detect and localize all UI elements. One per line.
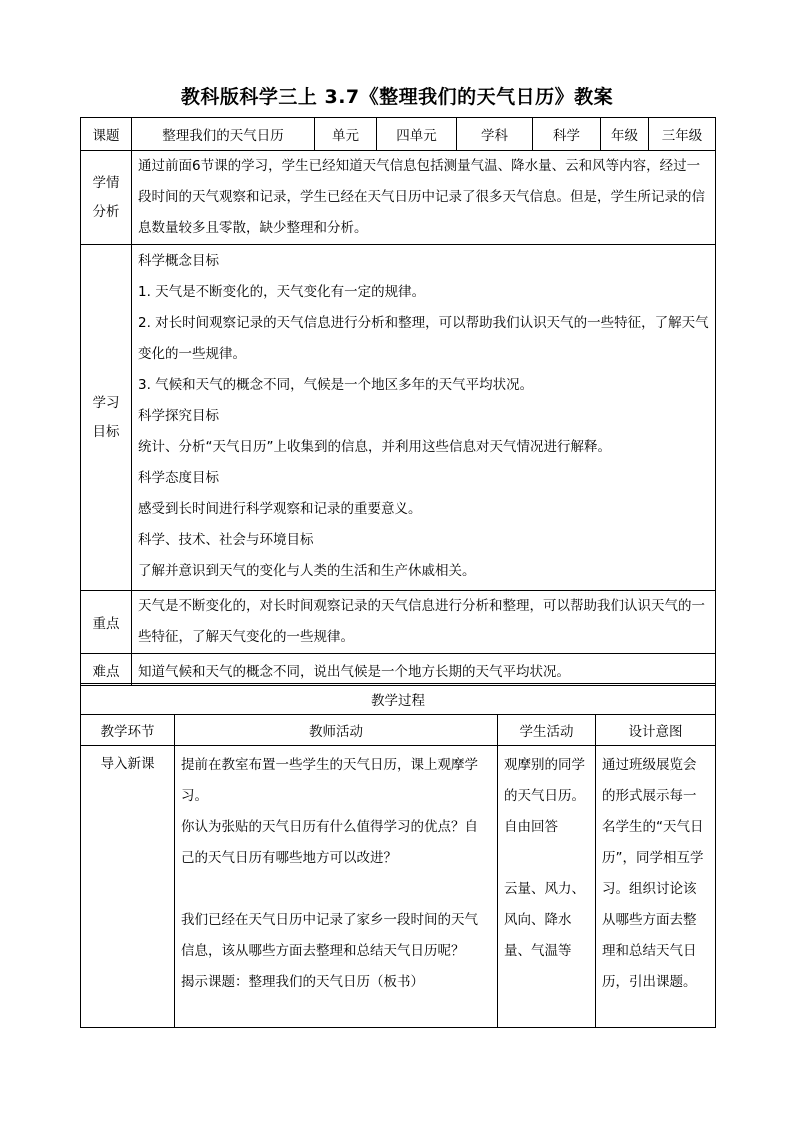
student-activity: 云量、风力、风向、降水量、气温等 — [504, 881, 585, 959]
goal-line: 2. 对长时间观察记录的天气信息进行分析和整理，可以帮助我们认识天气的一些特征，了解天气变化的一些规律。 — [138, 315, 709, 362]
key-row — [81, 591, 716, 654]
student-activity: 观摩别的同学的天气日历。 — [504, 757, 585, 804]
goals-label — [81, 245, 132, 591]
stage-text: 导入新课 — [100, 756, 155, 772]
goal-line: 了解并意识到天气的变化与人类的生活和生产休戚相关。 — [138, 563, 476, 579]
key-label: 重点 — [81, 591, 132, 654]
process-row — [81, 746, 716, 1028]
goal-line: 1. 天气是不断变化的，天气变化有一定的规律。 — [138, 284, 426, 300]
goal-line: 科学探究目标 — [138, 408, 219, 424]
column-teacher: 教师活动 — [175, 715, 498, 746]
process-header-row — [81, 684, 716, 715]
goal-line: 科学、技术、社会与环境目标 — [138, 532, 314, 548]
grade-value: 三年级 — [649, 118, 716, 151]
difficulty-label: 难点 — [81, 654, 132, 686]
analysis-text-cell — [132, 151, 716, 245]
goal-line: 3. 气候和天气的概念不同，气候是一个地区多年的天气平均状况。 — [138, 377, 534, 393]
unit-value: 四单元 — [377, 118, 457, 151]
teaching-process-table — [80, 683, 716, 1028]
course-value: 整理我们的天气日历 — [132, 118, 315, 151]
analysis-label-line1: 学情 — [92, 174, 120, 191]
goal-line: 科学态度目标 — [138, 470, 219, 486]
student-activity: 自由回答 — [504, 819, 558, 835]
difficulty-text: 知道气候和天气的概念不同，说出气候是一个地方长期的天气平均状况。 — [132, 654, 716, 686]
spacer — [504, 843, 589, 874]
column-student: 学生活动 — [498, 715, 596, 746]
key-text: 天气是不断变化的，对长时间观察记录的天气信息进行分析和整理，可以帮助我们认识天气的一些特征，了解天气变化的一些规律。 — [138, 598, 705, 645]
process-columns-row — [81, 715, 716, 746]
goals-label-line2: 目标 — [92, 423, 120, 440]
column-stage: 教学环节 — [81, 715, 175, 746]
goal-line: 科学概念目标 — [138, 253, 219, 269]
document-title: 教科版科学三上 3.7《整理我们的天气日历》教案 — [180, 86, 614, 108]
goals-row — [81, 245, 716, 591]
grade-label: 年级 — [601, 118, 649, 151]
lesson-info-table — [80, 117, 716, 686]
analysis-label-line2: 分析 — [92, 203, 120, 220]
intent-cell — [596, 746, 716, 1028]
goal-line: 统计、分析“天气日历”上收集到的信息，并利用这些信息对天气情况进行解释。 — [138, 439, 611, 455]
course-label: 课题 — [81, 118, 132, 151]
spacer — [181, 874, 491, 905]
design-intent: 通过班级展览会的形式展示每一名学生的“天气日历”，同学相互学习。组织讨论该从哪些方面去整理和总结天气日历，引出课题。 — [602, 757, 704, 990]
teacher-activity: 你认为张贴的天气日历有什么值得学习的优点？自己的天气日历有哪些地方可以改进？ — [181, 819, 478, 866]
analysis-text: 通过前面6节课的学习，学生已经知道天气信息包括测量气温、降水量、云和风等内容，经过一段时间的天气观察和记录，学生已经在天气日历中记录了很多天气信息。但是，学生所记录的信息数量较多且零散，缺少整理和分析。 — [138, 158, 705, 236]
teacher-activity: 提前在教室布置一些学生的天气日历，课上观摩学习。 — [181, 757, 478, 804]
info-row — [81, 118, 716, 151]
teacher-activity: 揭示课题：整理我们的天气日历（板书） — [181, 974, 424, 990]
subject-label: 学科 — [457, 118, 533, 151]
goals-label-line1: 学习 — [92, 394, 120, 411]
goal-line: 感受到长时间进行科学观察和记录的重要意义。 — [138, 501, 422, 517]
unit-label: 单元 — [315, 118, 377, 151]
stage-cell — [81, 746, 175, 1028]
teacher-cell — [175, 746, 498, 1028]
student-cell — [498, 746, 596, 1028]
key-text-cell — [132, 591, 716, 654]
analysis-label — [81, 151, 132, 245]
goals-text-cell — [132, 245, 716, 591]
teacher-activity: 我们已经在天气日历中记录了家乡一段时间的天气信息，该从哪些方面去整理和总结天气日历呢？ — [181, 912, 478, 959]
analysis-row — [81, 151, 716, 245]
subject-value: 科学 — [533, 118, 601, 151]
difficulty-row — [81, 654, 716, 686]
column-intent: 设计意图 — [596, 715, 716, 746]
process-header: 教学过程 — [81, 684, 716, 715]
